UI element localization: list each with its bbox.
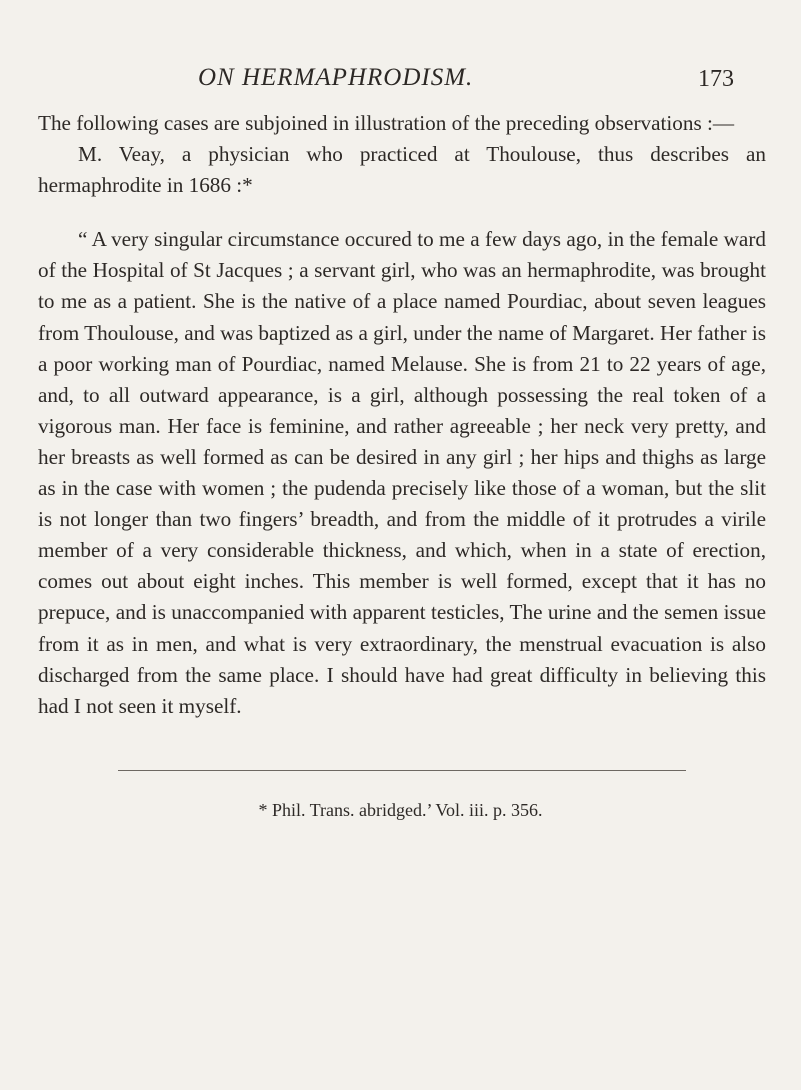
footnote: * Phil. Trans. abridged.’ Vol. iii. p. 356. xyxy=(258,800,543,820)
veay-paragraph: M. Veay, a physician who practiced at Thoulouse, thus describes an hermaphrodite in 1686 :* xyxy=(38,142,766,198)
quoted-case-paragraph: “ A very singular circumstance occured to me a few days ago, in the female ward of the Hospital of St Jacques ; a servant girl, who was an hermaphrodite, was brought to me as a patient. She is the native of a place named Pourdiac, about seven leagues from Thoulouse, and was baptized as a girl, under the name of Margaret. Her father is a poor working man of Pourdiac, named Melause. She is from 21 to 22 years of age, and, to all outward appearance, is a girl, although possessing the real token of a vigorous man. Her face is feminine, and rather agreeable ; her neck very pretty, and her breasts as well formed as can be desired in any girl ; her hips and thighs as large as in the case with women ; the pudenda precisely like those of a woman, but the slit is not longer than two fingers’ breadth, and from the middle of it protrudes a virile member of a very considerable thickness, and which, when in a state of erection, comes out about eight inches. This member is well formed, except that it has no prepuce, and is unaccompanied with apparent testicles, The urine and the semen issue from it as in men, and what is very extraordinary, the menstrual evacuation is also discharged from the same place. I should have had great difficulty in believing this had I not seen it myself. xyxy=(38,227,766,718)
page-number: 173 xyxy=(698,66,734,92)
running-title: ON HERMAPHRODISM. xyxy=(198,64,474,91)
footnote-divider xyxy=(118,770,686,771)
body-text xyxy=(38,108,766,722)
intro-paragraph: The following cases are subjoined in illustration of the preceding observations :— xyxy=(38,111,735,135)
